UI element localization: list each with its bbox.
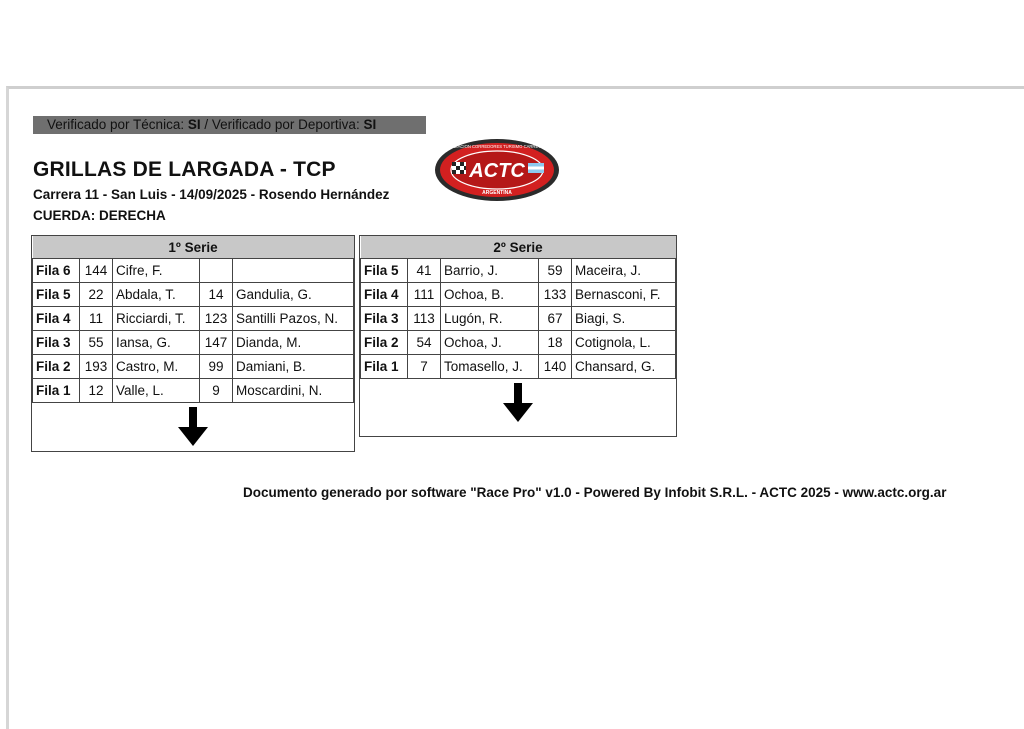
driver-name: Ochoa, B. [441, 283, 539, 307]
fila-label: Fila 4 [361, 283, 408, 307]
driver-name: Bernasconi, F. [572, 283, 676, 307]
fila-label: Fila 3 [361, 307, 408, 331]
fila-label: Fila 2 [361, 331, 408, 355]
serie-1-title: 1º Serie [33, 236, 354, 259]
logo-bottom-text: ARGENTINA [482, 190, 512, 196]
car-number: 41 [408, 259, 441, 283]
table-row [361, 283, 676, 307]
driver-name: Chansard, G. [572, 355, 676, 379]
serie-2-grid [359, 235, 677, 437]
car-number: 144 [80, 259, 113, 283]
car-number: 147 [200, 331, 233, 355]
verif-tec-value: SI [187, 117, 201, 132]
car-number: 11 [80, 307, 113, 331]
driver-name [233, 259, 354, 283]
table-row [33, 379, 354, 403]
serie-1-grid [31, 235, 355, 452]
driver-name: Maceira, J. [572, 259, 676, 283]
table-row [361, 259, 676, 283]
car-number: 140 [539, 355, 572, 379]
driver-name: Abdala, T. [113, 283, 200, 307]
car-number: 7 [408, 355, 441, 379]
driver-name: Ochoa, J. [441, 331, 539, 355]
car-number: 55 [80, 331, 113, 355]
driver-name: Biagi, S. [572, 307, 676, 331]
car-number: 67 [539, 307, 572, 331]
car-number: 59 [539, 259, 572, 283]
driver-name: Santilli Pazos, N. [233, 307, 354, 331]
race-subtitle: Carrera 11 - San Luis - 14/09/2025 - Rosendo Hernández [33, 187, 390, 202]
car-number: 22 [80, 283, 113, 307]
verification-bar [33, 116, 426, 134]
driver-name: Valle, L. [113, 379, 200, 403]
arrow-down-icon [501, 383, 535, 423]
fila-label: Fila 1 [33, 379, 80, 403]
table-row [33, 331, 354, 355]
fila-label: Fila 1 [361, 355, 408, 379]
fila-label: Fila 5 [33, 283, 80, 307]
driver-name: Moscardini, N. [233, 379, 354, 403]
table-row [361, 331, 676, 355]
car-number: 99 [200, 355, 233, 379]
driver-name: Lugón, R. [441, 307, 539, 331]
table-row [33, 259, 354, 283]
car-number: 113 [408, 307, 441, 331]
driver-name: Tomasello, J. [441, 355, 539, 379]
logo-text: ACTC [469, 160, 525, 182]
arrow-down-icon [176, 407, 210, 447]
driver-name: Iansa, G. [113, 331, 200, 355]
driver-name: Barrio, J. [441, 259, 539, 283]
fila-label: Fila 6 [33, 259, 80, 283]
car-number: 193 [80, 355, 113, 379]
car-number: 111 [408, 283, 441, 307]
car-number [200, 259, 233, 283]
car-number: 18 [539, 331, 572, 355]
car-number: 9 [200, 379, 233, 403]
table-row [361, 355, 676, 379]
fila-label: Fila 2 [33, 355, 80, 379]
verif-dep-label: / Verificado por Deportiva: [200, 117, 360, 132]
actc-logo [432, 136, 562, 206]
logo-ring-text: ASOCIACION CORREDORES TURISMO CARRETERA [444, 144, 550, 149]
table-row [33, 283, 354, 307]
direction-area [360, 379, 676, 427]
driver-name: Ricciardi, T. [113, 307, 200, 331]
car-number: 54 [408, 331, 441, 355]
driver-name: Damiani, B. [233, 355, 354, 379]
driver-name: Dianda, M. [233, 331, 354, 355]
car-number: 123 [200, 307, 233, 331]
direction-area [32, 403, 354, 451]
page-title: GRILLAS DE LARGADA - TCP [33, 158, 336, 181]
table-row [361, 307, 676, 331]
fila-label: Fila 4 [33, 307, 80, 331]
serie-2-title: 2º Serie [361, 236, 676, 259]
verif-tec-label: Verificado por Técnica: [47, 117, 185, 132]
table-row [33, 307, 354, 331]
driver-name: Cifre, F. [113, 259, 200, 283]
driver-name: Castro, M. [113, 355, 200, 379]
car-number: 133 [539, 283, 572, 307]
fila-label: Fila 3 [33, 331, 80, 355]
driver-name: Cotignola, L. [572, 331, 676, 355]
footer-note: Documento generado por software "Race Pro" v1.0 - Powered By Infobit S.R.L. - ACTC 2025 - www.actc.org.ar [243, 485, 947, 500]
car-number: 14 [200, 283, 233, 307]
verif-dep-value: SI [363, 117, 377, 132]
cuerda-label: CUERDA: DERECHA [33, 208, 166, 223]
car-number: 12 [80, 379, 113, 403]
fila-label: Fila 5 [361, 259, 408, 283]
driver-name: Gandulia, G. [233, 283, 354, 307]
table-row [33, 355, 354, 379]
